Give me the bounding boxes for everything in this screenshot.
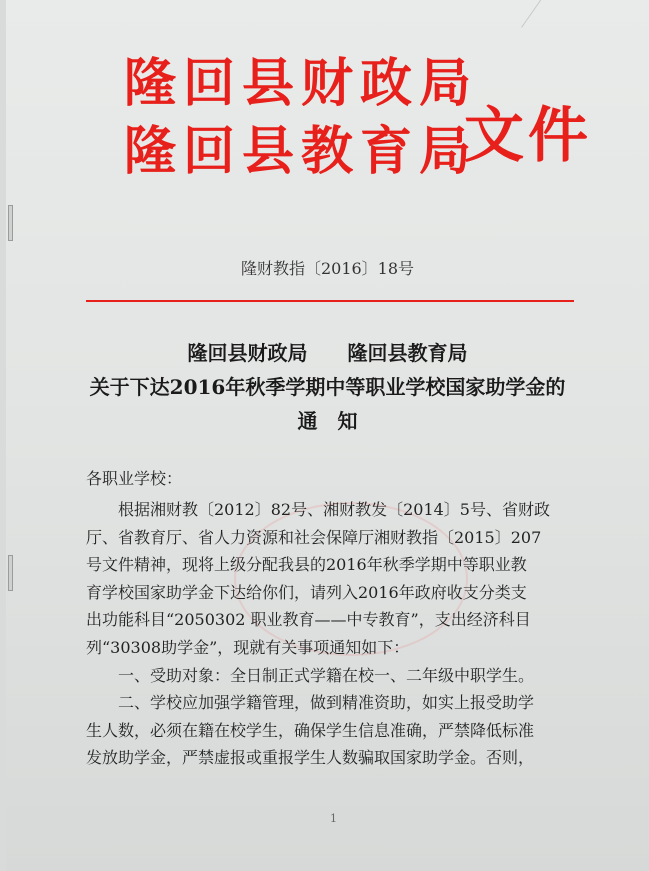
- body-line: 厅、省教育厅、省人力资源和社会保障厅湘财教指〔2015〕207: [86, 527, 542, 547]
- body-line: 育学校国家助学金下达给你们，请列入2016年政府收支分类支: [86, 582, 527, 602]
- body-line: 二、学校应加强学籍管理，做到精准资助，如实上报受助学: [86, 693, 535, 713]
- body-text: [86, 496, 586, 772]
- issuer-finance-bureau: 隆回县财政局: [124, 53, 479, 114]
- body-line: 根据湘财教〔2012〕82号、湘财教发〔2014〕5号、省财政: [86, 500, 550, 519]
- document-page: [6, 0, 649, 871]
- title-notice: 通 知: [297, 409, 358, 433]
- body-line: 号文件精神，现将上级分配我县的2016年秋季学期中等职业教: [86, 555, 527, 575]
- document-type-label: 文件: [464, 101, 592, 171]
- page-fold-crease: [521, 0, 649, 97]
- binding-staple-bottom: [8, 555, 13, 591]
- body-line: 出功能科目“2050302 职业教育——中专教育”，支出经济科目: [86, 610, 531, 630]
- document-title: [6, 336, 649, 438]
- red-divider-line: [86, 300, 574, 302]
- issuer-education-bureau: 隆回县教育局: [124, 121, 479, 182]
- body-line: 列“30308助学金”，现就有关事项通知如下：: [86, 637, 410, 657]
- page-number: 1: [330, 812, 337, 825]
- addressee: 各职业学校：: [86, 469, 183, 488]
- document-number: 隆财教指〔2016〕18号: [240, 259, 415, 278]
- body-line: 一、受助对象：全日制正式学籍在校一、二年级中职学生。: [86, 665, 535, 685]
- title-subject: 关于下达2016年秋季学期中等职业学校国家助学金的: [89, 375, 566, 399]
- body-line: 生人数，必须在籍在校学生，确保学生信息准确，严禁降低标准: [86, 720, 535, 740]
- title-issuers: 隆回县财政局 隆回县教育局: [187, 341, 468, 365]
- issuing-authorities: [124, 50, 478, 186]
- binding-staple-top: [8, 205, 13, 241]
- body-line: 发放助学金，严禁虚报或重报学生人数骗取国家助学金。否则，: [86, 748, 535, 768]
